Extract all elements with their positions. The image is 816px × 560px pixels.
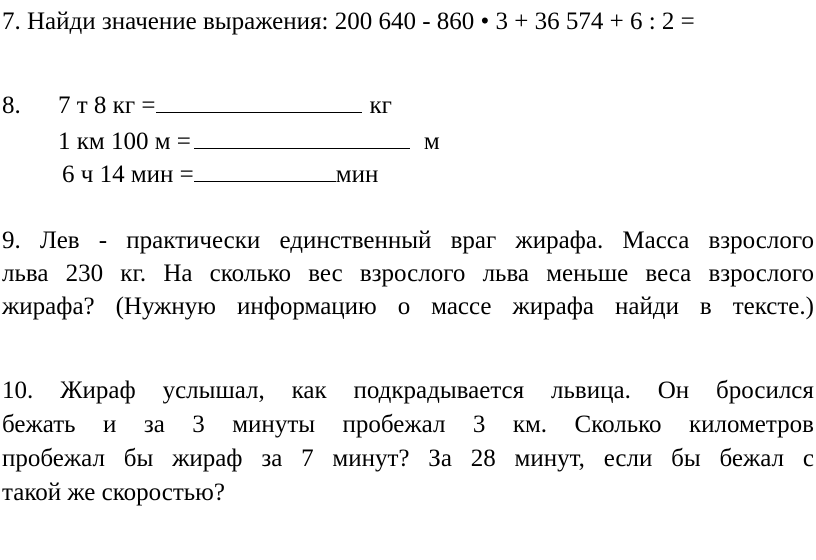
word: скоростью? xyxy=(101,479,225,506)
word: Он xyxy=(657,377,690,404)
task-8-row-3-unit: мин xyxy=(335,161,379,188)
word: (Нужную xyxy=(115,293,216,320)
word: бежал xyxy=(719,445,785,472)
task-10-line-1 xyxy=(2,375,814,407)
word: - xyxy=(98,227,108,254)
task-9-line-3 xyxy=(2,291,814,323)
word: найди xyxy=(615,293,679,320)
word: практически xyxy=(126,227,261,254)
task-8-row-3 xyxy=(62,159,378,191)
word: враг xyxy=(450,227,497,254)
word: пробежал xyxy=(2,445,105,472)
word: бы xyxy=(123,445,154,472)
word: минуты xyxy=(232,411,316,438)
word: Сколько xyxy=(574,411,662,438)
word: Масса xyxy=(622,227,690,254)
word: 3 xyxy=(192,411,205,438)
task-10-line-4 xyxy=(2,477,225,509)
word: Жираф xyxy=(60,377,136,404)
task-8-row-2-unit: м xyxy=(423,128,440,155)
task-8-number: 8. xyxy=(2,92,21,119)
word: как xyxy=(291,377,327,404)
task-7-text: 7. Найди значение выражения: 200 640 - 860 • 3 + 36 574 + 6 : 2 = xyxy=(2,8,695,35)
word: взрослого xyxy=(708,227,814,254)
word: бросился xyxy=(716,377,814,404)
word: минут? xyxy=(332,445,410,472)
task-9-line-1 xyxy=(2,225,814,257)
word: 9. xyxy=(2,227,21,254)
word: 230 xyxy=(65,260,104,287)
word: жирафа? xyxy=(2,293,95,320)
answer-blank[interactable] xyxy=(194,159,336,182)
word: львица. xyxy=(551,377,631,404)
word: километров xyxy=(688,411,814,438)
word: меньше xyxy=(546,260,629,287)
word: за xyxy=(261,445,283,472)
word: жирафа. xyxy=(515,227,604,254)
word: пробежал xyxy=(342,411,446,438)
word: если xyxy=(603,445,653,472)
word: Лев xyxy=(39,227,80,254)
task-10-line-2 xyxy=(2,409,814,441)
task-9-line-2 xyxy=(2,258,814,290)
task-8-row-1-expression: 7 т 8 кг = xyxy=(58,92,156,119)
word: жирафа xyxy=(512,293,595,320)
task-8-row-2-expression: 1 км 100 м = xyxy=(58,128,191,155)
task-8-row-2 xyxy=(58,126,440,158)
word: бежать xyxy=(2,411,76,438)
word: информацию xyxy=(236,293,377,320)
word: тексте.) xyxy=(732,293,814,320)
task-8-row-3-expression: 6 ч 14 мин = xyxy=(62,161,194,188)
word: км. xyxy=(512,411,548,438)
word: взрослого xyxy=(708,260,814,287)
word: подкрадывается xyxy=(353,377,525,404)
task-8-row-1 xyxy=(58,90,392,122)
word: бы xyxy=(671,445,701,472)
word: сколько xyxy=(209,260,292,287)
answer-blank[interactable] xyxy=(194,126,410,149)
word: массе xyxy=(431,293,492,320)
word: 7 xyxy=(301,445,314,472)
word: 3 xyxy=(472,411,486,438)
word: вес xyxy=(308,260,343,287)
word: же xyxy=(67,479,96,506)
word: единственный xyxy=(279,227,432,254)
word: льва xyxy=(2,260,49,287)
word: в xyxy=(699,293,712,320)
word: о xyxy=(397,293,411,320)
word: взрослого xyxy=(359,260,466,287)
word: за xyxy=(143,411,165,438)
word: льва xyxy=(482,260,530,287)
answer-blank[interactable] xyxy=(156,90,362,113)
word: такой xyxy=(2,479,62,506)
word: 10. xyxy=(2,377,34,404)
task-10-line-3 xyxy=(2,443,814,475)
word: 28 xyxy=(470,445,496,472)
word: За xyxy=(428,445,452,472)
task-8-row-1-unit: кг xyxy=(369,92,392,119)
word: жираф xyxy=(172,445,243,472)
word: минут, xyxy=(514,445,585,472)
word: и xyxy=(103,411,117,438)
word: услышал, xyxy=(162,377,265,404)
word: кг. xyxy=(120,260,147,287)
word: с xyxy=(802,445,814,472)
word: веса xyxy=(645,260,692,287)
word: На xyxy=(163,260,193,287)
